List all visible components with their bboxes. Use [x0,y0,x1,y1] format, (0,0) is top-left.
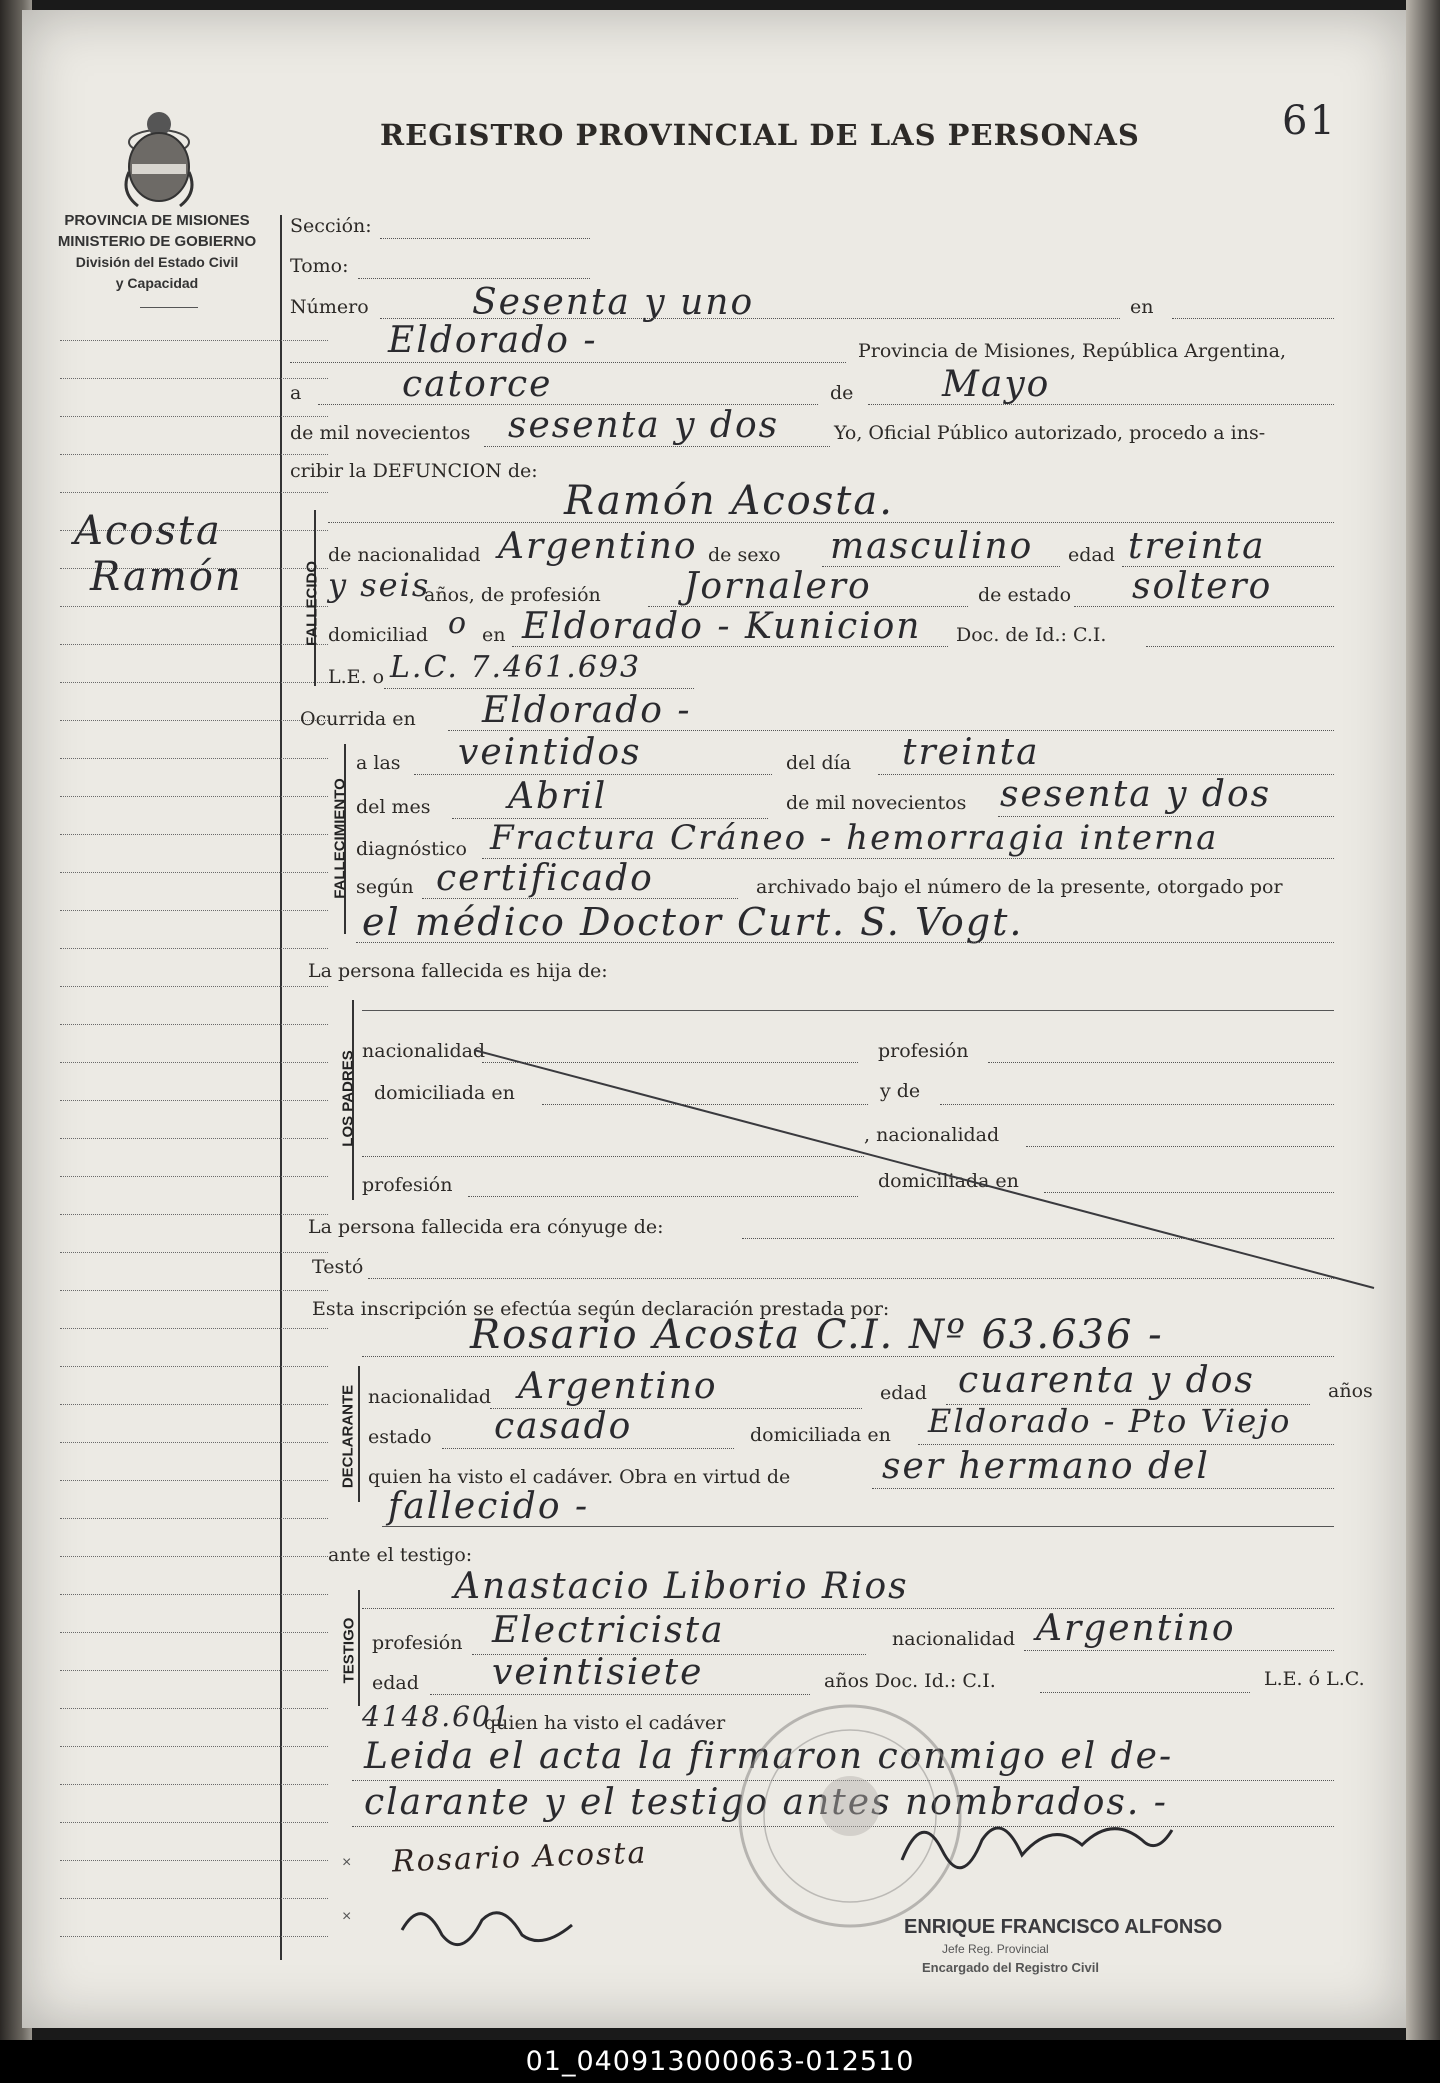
ocurrida-value: Eldorado - [482,690,692,731]
segun-value: certificado [436,858,654,899]
test-edad-label: edad [372,1672,419,1694]
test-profesion-label: profesión [372,1632,463,1654]
declarante-signature: Rosario Acosta [391,1835,648,1880]
conyuge-label: La persona fallecida era cónyuge de: [308,1216,664,1238]
anio-value: sesenta y dos [508,405,780,446]
mes-value: Mayo [942,364,1051,405]
domicilio-value: Eldorado - Kunicion [522,606,922,647]
province-label: PROVINCIA DE MISIONES [64,212,250,229]
official-signature-icon [882,1800,1182,1890]
seccion-label: Sección: [290,215,372,237]
le-value: L.C. 7.461.693 [390,650,642,685]
test-doc-value: 4148.601 [362,1700,512,1733]
fallecido-label: FALLECIDO [303,561,321,646]
numero-value: Sesenta y uno [472,282,755,323]
decl-vinculo-line [872,1488,1334,1489]
mil-label-2: de mil novecientos [786,792,967,814]
conyuge-line [742,1238,1334,1239]
provincia-label: Provincia de Misiones, República Argentina, [858,340,1287,362]
medico-value: el médico Doctor Curt. S. Vogt. [362,900,1024,944]
x-mark: × [342,1854,352,1871]
decl-edad-label: edad [880,1382,927,1404]
decl-edad-value: cuarenta y dos [958,1360,1255,1401]
inscripcion-label: Esta inscripción se efectúa según declaración prestada por: [312,1298,890,1320]
domicilio-letter: o [448,606,469,641]
declarante-label: DECLARANTE [339,1384,357,1489]
official-title-1: Jefe Reg. Provincial [942,1942,1049,1956]
dia-muerte-value: treinta [902,732,1040,773]
padre-profesion-label: profesión [878,1040,969,1062]
archivado-label: archivado bajo el número de la presente, otorgado por [756,876,1283,898]
madre-nacionalidad-label: , nacionalidad [864,1124,1000,1146]
padre-domicilio-label: domiciliada en [374,1082,515,1104]
file-id: 01_040913000063-012510 [0,2040,1440,2083]
lugar-value: Eldorado - [388,320,598,361]
book-edge [1406,0,1440,2040]
nacionalidad-label: de nacionalidad [328,544,481,566]
estado-label: de estado [978,584,1072,606]
x-mark: × [342,1908,352,1925]
hora-value: veintidos [458,732,642,773]
decl-domicilio-line [918,1444,1334,1445]
decl-nacionalidad-label: nacionalidad [368,1386,492,1408]
test-doc-label: años Doc. Id.: C.I. [824,1670,996,1692]
testo-line [368,1278,1334,1279]
fallecimiento-label: FALLECIMIENTO [331,778,349,899]
margin-surname: Acosta [74,508,222,554]
hija-de-label: La persona fallecida es hija de: [308,960,608,982]
ocurrida-label: Ocurrida en [300,708,416,730]
mes-muerte-value: Abril [508,776,608,817]
testigo-bar [358,1590,360,1706]
yo-oficial-label: Yo, Oficial Público autorizado, procedo a ins- [834,422,1266,444]
test-profesion-value: Electricista [492,1610,725,1651]
numero-label: Número [290,296,369,318]
division-label-2: y Capacidad [115,275,199,291]
edad-value-2: y seis [328,566,431,604]
sexo-value: masculino [830,526,1034,567]
declarante-value: Rosario Acosta C.I. Nº 63.636 - [470,1312,1164,1358]
test-nacionalidad-value: Argentino [1036,1608,1236,1649]
test-le-label: L.E. ó L.C. [1264,1668,1365,1690]
segun-label: según [356,876,414,898]
ministry-label: MINISTERIO DE GOBIERNO [57,233,257,250]
madre-profesion-label: profesión [362,1174,453,1196]
sexo-label: de sexo [708,544,781,566]
padre-nacionalidad-label: nacionalidad [362,1040,486,1062]
domicilio-label: domiciliad [328,624,429,646]
padres-label: LOS PADRES [339,1050,357,1147]
test-nacionalidad-line [1024,1650,1334,1651]
profesion-value: Jornalero [684,566,872,607]
quien-visto-label: quien ha visto el cadáver. Obra en virtud de [368,1466,791,1488]
test-nacionalidad-label: nacionalidad [892,1628,1016,1650]
diagnostico-label: diagnóstico [356,838,467,860]
document-title: REGISTRO PROVINCIAL DE LAS PERSONAS [380,118,1140,152]
anio-muerte-value: sesenta y dos [1000,774,1272,815]
decl-estado-value: casado [494,1406,633,1447]
test-quien-label: quien ha visto el cadáver [484,1712,726,1734]
a-label: a [290,382,302,404]
edad-value-1: treinta [1128,526,1266,567]
decl-estado-label: estado [368,1426,432,1448]
decl-vinculo-line-2 [382,1526,1334,1527]
mil-label: de mil novecientos [290,422,471,444]
test-doc-line [1040,1692,1250,1693]
margin-given-name: Ramón [90,554,243,600]
dia-muerte-label: del día [786,752,852,774]
decl-domicilio-label: domiciliada en [750,1424,891,1446]
decl-estado-line [442,1448,734,1449]
nombre-value: Ramón Acosta. [564,478,894,524]
en-label: en [1130,296,1154,318]
testo-label: Testó [312,1256,364,1278]
decl-anos-label: años [1328,1380,1373,1402]
de-label: de [830,382,854,404]
decl-nacionalidad-value: Argentino [518,1366,718,1407]
decl-vinculo-value: ser hermano del [882,1446,1210,1487]
madre-domicilio-label: domiciliada en [878,1170,1019,1192]
edad-label: edad [1068,544,1115,566]
leida-line-1: Leida el acta la firmaron conmigo el de- [364,1736,1174,1777]
official-title-2: Encargado del Registro Civil [922,1960,1099,1975]
division-label: División del Estado Civil [75,254,239,270]
testigo-label: TESTIGO [340,1617,358,1684]
document-page [22,10,1406,2028]
cribir-label: cribir la DEFUNCION de: [290,460,538,482]
testigo-value: Anastacio Liborio Rios [454,1566,909,1607]
hora-label: a las [356,752,401,774]
nacionalidad-value: Argentino [498,526,698,567]
decl-vinculo-value-2: fallecido - [388,1486,590,1527]
official-name: ENRIQUE FRANCISCO ALFONSO [904,1916,1223,1938]
witness-signature-icon [392,1890,592,1970]
test-edad-value: veintisiete [492,1652,704,1693]
estado-value: soltero [1132,566,1273,607]
leida-line-2: clarante y el testigo antes nombrados. - [364,1782,1168,1823]
ante-testigo-label: ante el testigo: [328,1544,473,1566]
y-de-label: y de [880,1080,921,1102]
tomo-label: Tomo: [290,255,349,277]
profesion-label: años, de profesión [424,584,601,606]
diagnostico-value: Fractura Cráneo - hemorragia interna [490,818,1219,858]
declarante-bar [358,1366,360,1502]
dia-value: catorce [402,364,553,405]
declarante-line [362,1356,1334,1357]
le-label: L.E. o [328,666,385,688]
doc-id-label: Doc. de Id.: C.I. [956,624,1107,646]
decl-domicilio-value: Eldorado - Pto Viejo [928,1402,1292,1440]
page-number: 61 [1282,98,1337,144]
en-label-2: en [482,624,506,646]
mes-muerte-label: del mes [356,796,431,818]
